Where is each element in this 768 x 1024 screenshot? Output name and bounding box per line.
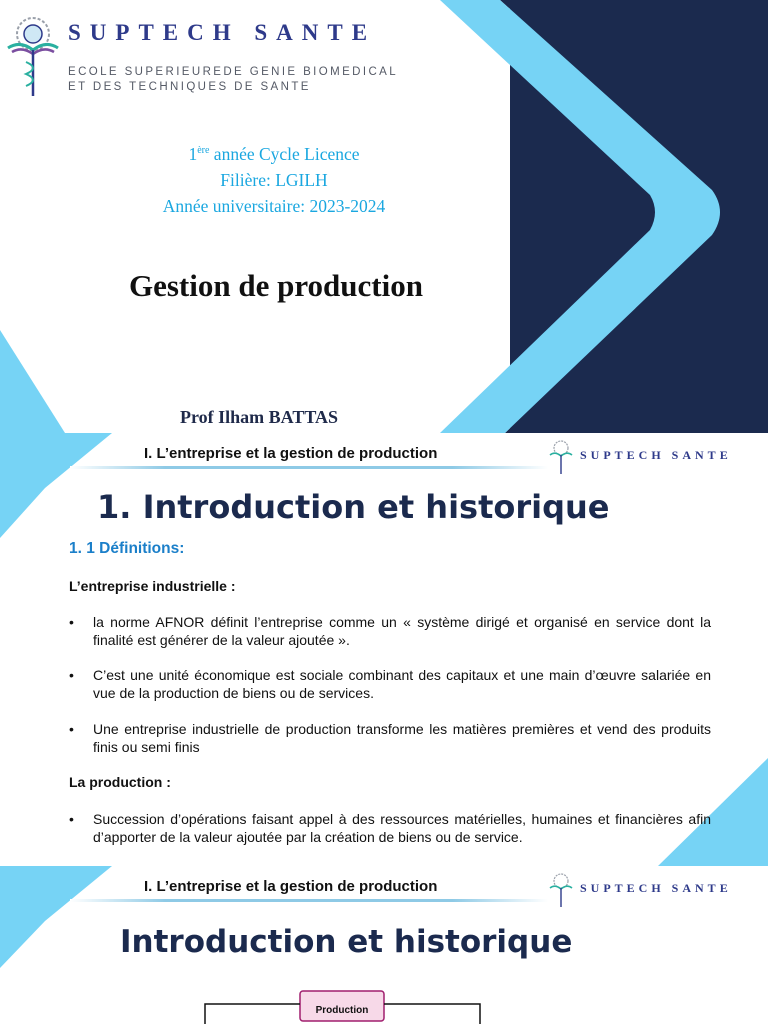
production-box-label: Production: [315, 1005, 369, 1016]
header-divider: [70, 466, 548, 469]
course-title: Gestion de production: [129, 268, 423, 303]
filiere-line: Filière: LGILH: [220, 170, 328, 190]
logo-subtitle: [68, 65, 398, 95]
subheading: 1. 1 Définitions:: [69, 540, 185, 557]
small-logo-icon: [548, 439, 574, 475]
academic-year-line: Année universitaire: 2023-2024: [162, 196, 386, 216]
label-entreprise: L’entreprise industrielle :: [69, 578, 236, 594]
title-slide: [0, 0, 768, 433]
logo-subtitle-line2: ET DES TECHNIQUES DE SANTE: [68, 81, 311, 93]
school-logo-icon: [4, 14, 62, 98]
bullet-icon: •: [69, 667, 74, 683]
logo-name: SUPTECH SANTE: [68, 20, 377, 45]
top-left-blue-wedge: [0, 433, 112, 538]
left-connector: [205, 1004, 300, 1024]
small-logo-name: SUPTECH SANTE: [580, 881, 732, 895]
bullet-icon: •: [69, 614, 74, 630]
slide-title: 1. Introduction et historique: [97, 488, 610, 526]
header-divider: [70, 899, 548, 902]
top-left-blue-wedge: [0, 866, 112, 968]
list-item: • Succession d’opérations faisant appel à des ressources matérielles, humaines et financières afin d’apporter de la valeur ajoutée par la création de biens ou de service.: [69, 811, 711, 845]
small-logo-icon: [548, 872, 574, 908]
bullet-icon: •: [69, 811, 74, 827]
right-connector: [384, 1004, 480, 1024]
list-item: • la norme AFNOR définit l’entreprise comme un « système dirigé et organisé en service dont la finalité est générer de la valeur ajoutée ».: [69, 614, 711, 648]
bullet-icon: •: [69, 721, 74, 737]
logo-subtitle-line1: ECOLE SUPERIEUREDE GENIE BIOMEDICAL: [68, 66, 399, 78]
definitions-slide: [0, 433, 768, 866]
professor-name: Prof Ilham BATTAS: [179, 407, 339, 427]
list-item: • Une entreprise industrielle de production transforme les matières premières et vend des produits finis ou semi finis: [69, 721, 711, 755]
section-header: I. L’entreprise et la gestion de production: [144, 445, 438, 462]
list-item: • C’est une unité économique est sociale combinant des capitaux et une main d’œuvre salariée en vue de la production de biens ou de services.: [69, 667, 711, 701]
left-blue-wedge: [0, 330, 65, 433]
slide-title: Introduction et historique: [120, 924, 573, 960]
small-logo-name: SUPTECH SANTE: [580, 448, 732, 462]
label-production: La production :: [69, 774, 171, 790]
section-header: I. L’entreprise et la gestion de production: [144, 878, 438, 895]
year-line: 1ère année Cycle Licence: [188, 144, 360, 164]
production-diagram: [150, 986, 510, 1024]
history-slide: [0, 866, 768, 1024]
